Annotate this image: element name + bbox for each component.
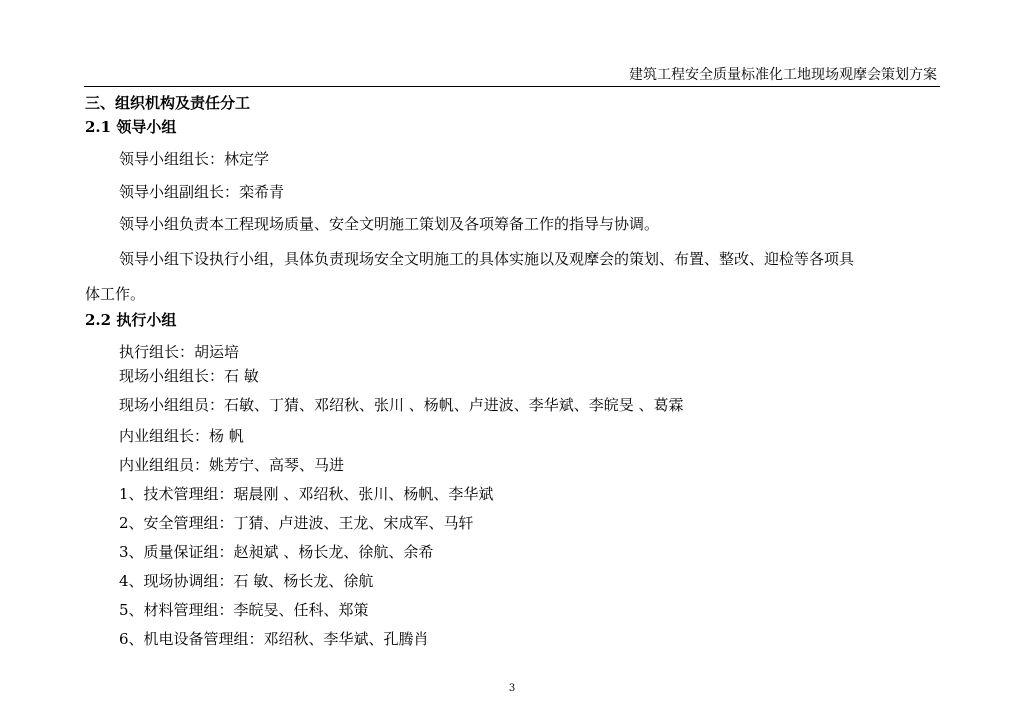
running-header: 建筑工程安全质量标准化工地现场观摩会策划方案 (629, 67, 937, 83)
execution-line: 1、技术管理组：琚晨刚 、邓绍秋、张川、杨帆、李华斌 (119, 485, 494, 503)
execution-line: 4、现场协调组：石 敏、杨长龙、徐航 (119, 572, 374, 590)
execution-line: 6、机电设备管理组：邓绍秋、李华斌、孔腾肖 (119, 630, 429, 648)
execution-line: 内业组组长：杨 帆 (119, 427, 244, 445)
execution-line: 现场小组组长：石 敏 (119, 367, 259, 385)
leader-line: 领导小组组长：林定学 (119, 150, 270, 168)
page-number: 3 (508, 683, 516, 694)
execution-line: 内业组组员：姚芳宁、高琴、马进 (119, 456, 345, 474)
deputy-line: 领导小组副组长：栾希青 (119, 183, 285, 201)
execution-line: 执行组长：胡运培 (119, 343, 240, 361)
subgroup-line-1: 领导小组下设执行小组，具体负责现场安全文明施工的具体实施以及观摩会的策划、布置、整改、迎检等各项具 (119, 250, 855, 268)
execution-line: 5、材料管理组：李皖旻、任科、郑策 (119, 601, 369, 619)
execution-line: 3、质量保证组：赵昶斌 、杨长龙、徐航、余希 (119, 543, 434, 561)
execution-line: 2、安全管理组：丁猜、卢进波、王龙、宋成军、马轩 (119, 514, 474, 532)
execution-line: 现场小组组员：石敏、丁猜、邓绍秋、张川 、杨帆、卢进波、李华斌、李皖旻 、葛霖 (119, 396, 684, 414)
subgroup-line-2: 体工作。 (85, 285, 146, 303)
leadership-heading: 2.1 领导小组 (85, 118, 177, 136)
execution-heading: 2.2 执行小组 (85, 311, 177, 329)
section-heading: 三、组织机构及责任分工 (85, 94, 251, 112)
duty-line: 领导小组负责本工程现场质量、安全文明施工策划及各项筹备工作的指导与协调。 (119, 215, 660, 233)
header-divider (84, 86, 940, 87)
